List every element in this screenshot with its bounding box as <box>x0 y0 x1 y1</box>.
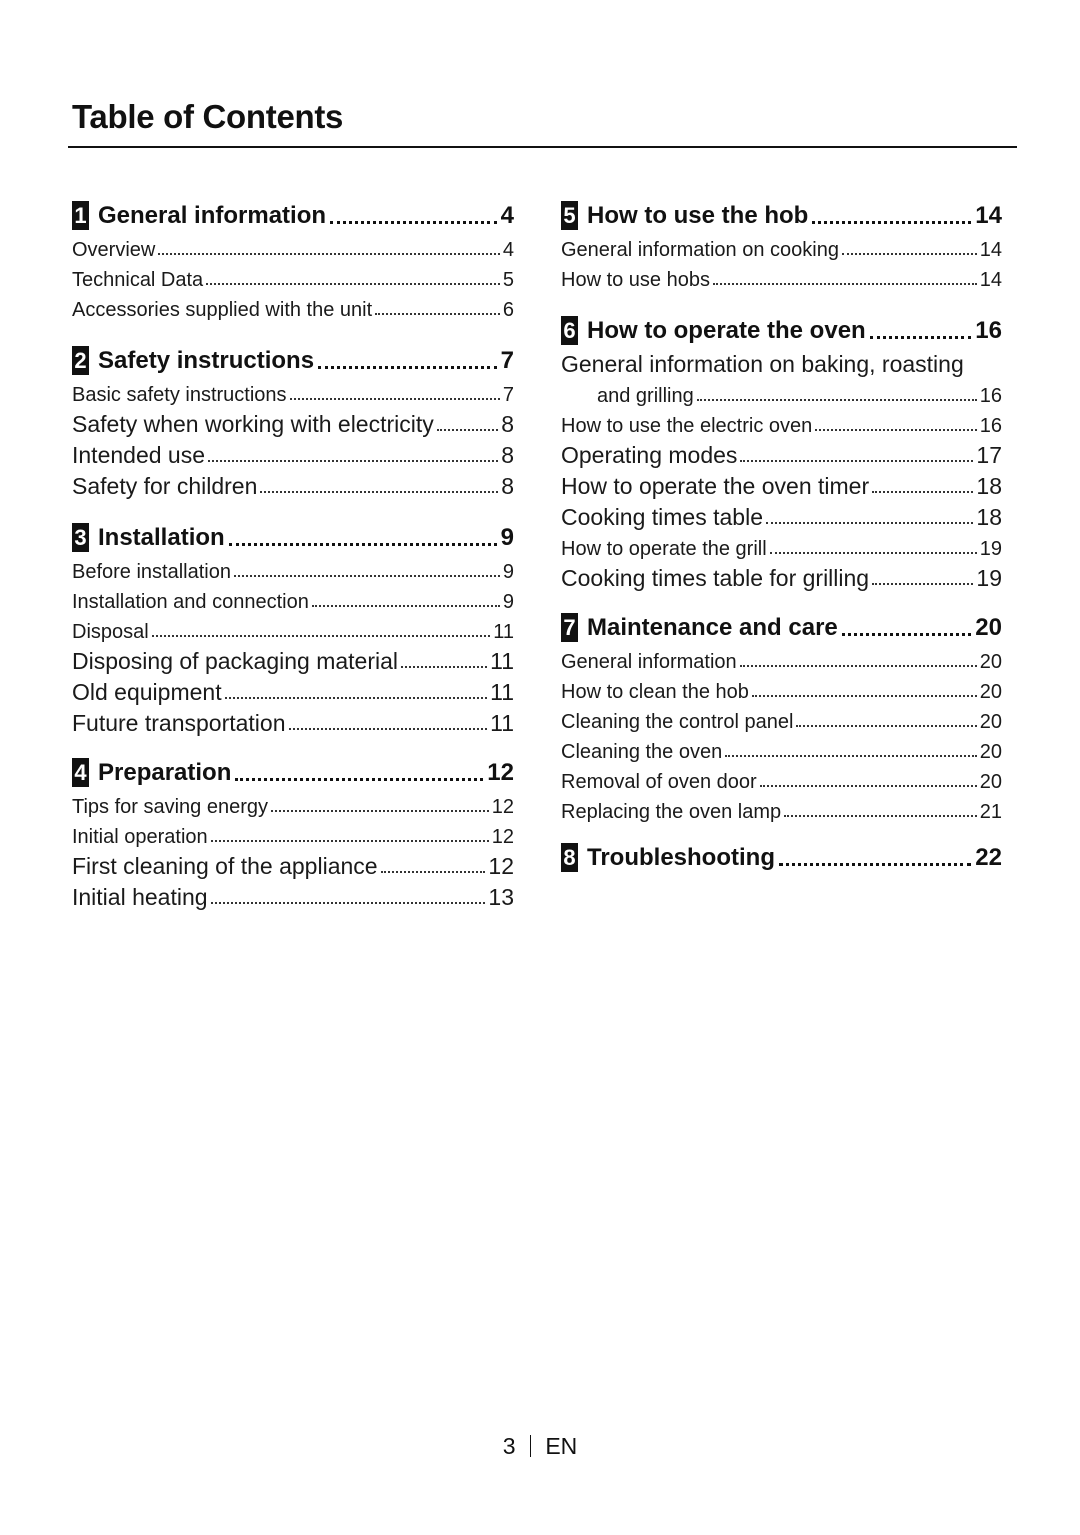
toc-section-how-to-operate-the-oven <box>561 313 1002 592</box>
dot-leader <box>211 902 486 904</box>
dot-leader <box>766 522 973 524</box>
dot-leader <box>234 575 500 577</box>
dot-leader <box>437 429 498 431</box>
entry-page: 20 <box>979 681 1002 703</box>
toc-entry[interactable] <box>561 531 1002 561</box>
entry-label: Basic safety instructions <box>72 384 287 406</box>
section-title: Troubleshooting <box>587 844 775 871</box>
entry-page: 19 <box>979 538 1002 560</box>
dot-leader <box>815 429 977 431</box>
dot-leader <box>770 552 977 554</box>
dot-leader <box>290 398 500 400</box>
entry-page: 12 <box>491 826 514 848</box>
toc-column-right <box>561 198 1002 874</box>
entry-label: How to clean the hob <box>561 681 749 703</box>
entry-page: 12 <box>488 853 514 879</box>
entry-label: Initial operation <box>72 826 208 848</box>
toc-entry[interactable] <box>561 347 1002 378</box>
toc-column-left <box>72 198 514 911</box>
toc-entry[interactable] <box>72 789 514 819</box>
entry-page: 8 <box>501 442 514 468</box>
dot-leader <box>375 313 500 315</box>
entry-page: 8 <box>501 473 514 499</box>
entry-page: 8 <box>501 411 514 437</box>
entry-label: Disposal <box>72 621 149 643</box>
toc-entry[interactable] <box>72 554 514 584</box>
entry-label: How to use the electric oven <box>561 415 813 437</box>
entry-label: Cooking times table for grilling <box>561 565 870 591</box>
section-page: 16 <box>975 317 1002 344</box>
entry-page: 19 <box>976 565 1002 591</box>
section-title: How to operate the oven <box>587 317 866 344</box>
entry-label: Disposing of packaging material <box>72 648 399 674</box>
footer-separator <box>530 1435 531 1457</box>
dot-leader <box>796 725 976 727</box>
toc-entry[interactable] <box>561 262 1002 292</box>
footer-language: EN <box>545 1433 578 1459</box>
entry-page: 11 <box>490 679 514 705</box>
toc-entry[interactable] <box>561 378 1002 408</box>
section-title: Maintenance and care <box>587 614 838 641</box>
entry-label: Removal of oven door <box>561 771 757 793</box>
section-heading[interactable] <box>72 198 514 230</box>
entry-label: How to use hobs <box>561 269 710 291</box>
section-page: 22 <box>975 844 1002 871</box>
section-number-badge: 5 <box>561 201 578 230</box>
section-page: 20 <box>975 614 1002 641</box>
section-number-badge: 4 <box>72 758 89 787</box>
dot-leader <box>779 863 971 866</box>
dot-leader <box>158 253 500 255</box>
entry-page: 20 <box>979 651 1002 673</box>
entry-label: Before installation <box>72 561 231 583</box>
toc-entry[interactable] <box>561 469 1002 500</box>
entry-page: 18 <box>976 504 1002 530</box>
entry-page: 20 <box>979 741 1002 763</box>
title-divider <box>68 146 1017 148</box>
section-number-badge: 7 <box>561 613 578 642</box>
toc-entry[interactable] <box>72 849 514 880</box>
entry-page: 5 <box>502 269 514 291</box>
dot-leader <box>842 253 977 255</box>
toc-entry[interactable] <box>561 644 1002 674</box>
toc-entry[interactable] <box>72 377 514 407</box>
dot-leader <box>381 871 486 873</box>
dot-leader <box>842 633 972 636</box>
entry-page: 21 <box>979 801 1002 823</box>
dot-leader <box>211 840 489 842</box>
toc-entry[interactable] <box>561 764 1002 794</box>
toc-entry[interactable] <box>561 674 1002 704</box>
section-number-badge: 8 <box>561 843 578 872</box>
section-page: 14 <box>975 202 1002 229</box>
toc-entry[interactable] <box>72 407 514 438</box>
dot-leader <box>740 665 977 667</box>
entry-page: 20 <box>979 771 1002 793</box>
entry-label: Accessories supplied with the unit <box>72 299 373 321</box>
toc-section-troubleshooting <box>561 840 1002 872</box>
entry-label: General information <box>561 651 737 673</box>
dot-leader <box>312 605 500 607</box>
toc-entry[interactable] <box>72 675 514 706</box>
entry-label: Intended use <box>72 442 206 468</box>
toc-entry[interactable] <box>72 584 514 614</box>
dot-leader <box>760 785 977 787</box>
entry-label: Technical Data <box>72 269 204 291</box>
toc-entry[interactable] <box>72 644 514 675</box>
section-title: How to use the hob <box>587 202 809 229</box>
toc-entry[interactable] <box>72 880 514 911</box>
dot-leader <box>713 283 977 285</box>
section-heading[interactable] <box>72 343 514 375</box>
entry-label: Cleaning the oven <box>561 741 723 763</box>
section-heading[interactable] <box>561 840 1002 872</box>
dot-leader <box>229 543 497 546</box>
dot-leader <box>725 755 977 757</box>
dot-leader <box>289 728 488 730</box>
section-page: 4 <box>500 202 514 229</box>
section-heading[interactable] <box>561 313 1002 345</box>
entry-page: 12 <box>491 796 514 818</box>
entry-label: Operating modes <box>561 442 738 468</box>
dot-leader <box>260 491 498 493</box>
dot-leader <box>152 635 491 637</box>
entry-page: 11 <box>493 621 514 643</box>
section-title: General information <box>98 202 327 229</box>
toc-entry[interactable] <box>72 292 514 322</box>
toc-entry[interactable] <box>72 819 514 849</box>
toc-section-general-information <box>72 198 514 322</box>
dot-leader <box>872 491 973 493</box>
entry-page: 16 <box>979 385 1002 407</box>
entry-label: First cleaning of the appliance <box>72 853 378 879</box>
section-page: 9 <box>500 524 514 551</box>
entry-label: Old equipment <box>72 679 222 705</box>
footer-page-number: 3 <box>502 1433 516 1459</box>
dot-leader <box>870 336 972 339</box>
section-number-badge: 3 <box>72 523 89 552</box>
section-heading[interactable] <box>72 755 514 787</box>
entry-page: 9 <box>502 591 514 613</box>
entry-page: 14 <box>979 269 1002 291</box>
entry-page: 9 <box>502 561 514 583</box>
section-page: 12 <box>487 759 514 786</box>
entry-label: Cleaning the control panel <box>561 711 794 733</box>
toc-entry[interactable] <box>561 704 1002 734</box>
dot-leader <box>740 460 973 462</box>
entry-label: General information on cooking <box>561 239 839 261</box>
toc-section-maintenance-and-care <box>561 610 1002 824</box>
entry-page: 18 <box>976 473 1002 499</box>
toc-entry[interactable] <box>561 734 1002 764</box>
section-title: Installation <box>98 524 225 551</box>
section-page: 7 <box>500 347 514 374</box>
toc-section-how-to-use-the-hob <box>561 198 1002 292</box>
dot-leader <box>235 778 483 781</box>
entry-page: 11 <box>490 648 514 674</box>
entry-page: 13 <box>488 884 514 910</box>
entry-page: 11 <box>490 710 514 736</box>
dot-leader <box>318 366 497 369</box>
entry-label: How to operate the oven timer <box>561 473 870 499</box>
toc-entry[interactable] <box>561 232 1002 262</box>
entry-label: Initial heating <box>72 884 208 910</box>
entry-label: General information on baking, roasting <box>561 351 964 377</box>
entry-label: How to operate the grill <box>561 538 767 560</box>
toc-entry[interactable] <box>561 794 1002 824</box>
entry-page: 16 <box>979 415 1002 437</box>
dot-leader <box>812 221 971 224</box>
section-heading[interactable] <box>561 198 1002 230</box>
dot-leader <box>752 695 977 697</box>
entry-page: 20 <box>979 711 1002 733</box>
page-footer <box>0 1433 1080 1460</box>
section-heading[interactable] <box>72 520 514 552</box>
entry-label: Replacing the oven lamp <box>561 801 782 823</box>
entry-label: Cooking times table <box>561 504 763 530</box>
entry-page: 17 <box>976 442 1002 468</box>
dot-leader <box>401 666 487 668</box>
entry-label: Safety when working with electricity <box>72 411 434 437</box>
dot-leader <box>697 399 977 401</box>
dot-leader <box>206 283 500 285</box>
toc-entry[interactable] <box>561 408 1002 438</box>
toc-entry[interactable] <box>72 614 514 644</box>
section-title: Preparation <box>98 759 232 786</box>
dot-leader <box>784 815 977 817</box>
entry-label: and grilling <box>597 385 694 407</box>
page-title: Table of Contents <box>72 98 344 135</box>
entry-label: Safety for children <box>72 473 258 499</box>
toc-section-safety-instructions <box>72 343 514 500</box>
toc-entry[interactable] <box>72 706 514 737</box>
entry-label: Tips for saving energy <box>72 796 269 818</box>
section-number-badge: 1 <box>72 201 89 230</box>
entry-page: 7 <box>502 384 514 406</box>
section-title: Safety instructions <box>98 347 315 374</box>
entry-label: Installation and connection <box>72 591 309 613</box>
toc-section-preparation <box>72 755 514 911</box>
dot-leader <box>330 221 497 224</box>
toc-entry[interactable] <box>561 561 1002 592</box>
toc-entry[interactable] <box>561 500 1002 531</box>
dot-leader <box>208 460 498 462</box>
entry-page: 14 <box>979 239 1002 261</box>
section-heading[interactable] <box>561 610 1002 642</box>
toc-entry[interactable] <box>72 438 514 469</box>
toc-entry[interactable] <box>72 469 514 500</box>
entry-page: 4 <box>502 239 514 261</box>
dot-leader <box>872 583 973 585</box>
section-number-badge: 2 <box>72 346 89 375</box>
section-number-badge: 6 <box>561 316 578 345</box>
entry-label: Overview <box>72 239 156 261</box>
dot-leader <box>225 697 488 699</box>
entry-page: 6 <box>502 299 514 321</box>
entry-label: Future transportation <box>72 710 286 736</box>
toc-entry[interactable] <box>561 438 1002 469</box>
toc-section-installation <box>72 520 514 737</box>
toc-entry[interactable] <box>72 232 514 262</box>
toc-entry[interactable] <box>72 262 514 292</box>
dot-leader <box>271 810 489 812</box>
